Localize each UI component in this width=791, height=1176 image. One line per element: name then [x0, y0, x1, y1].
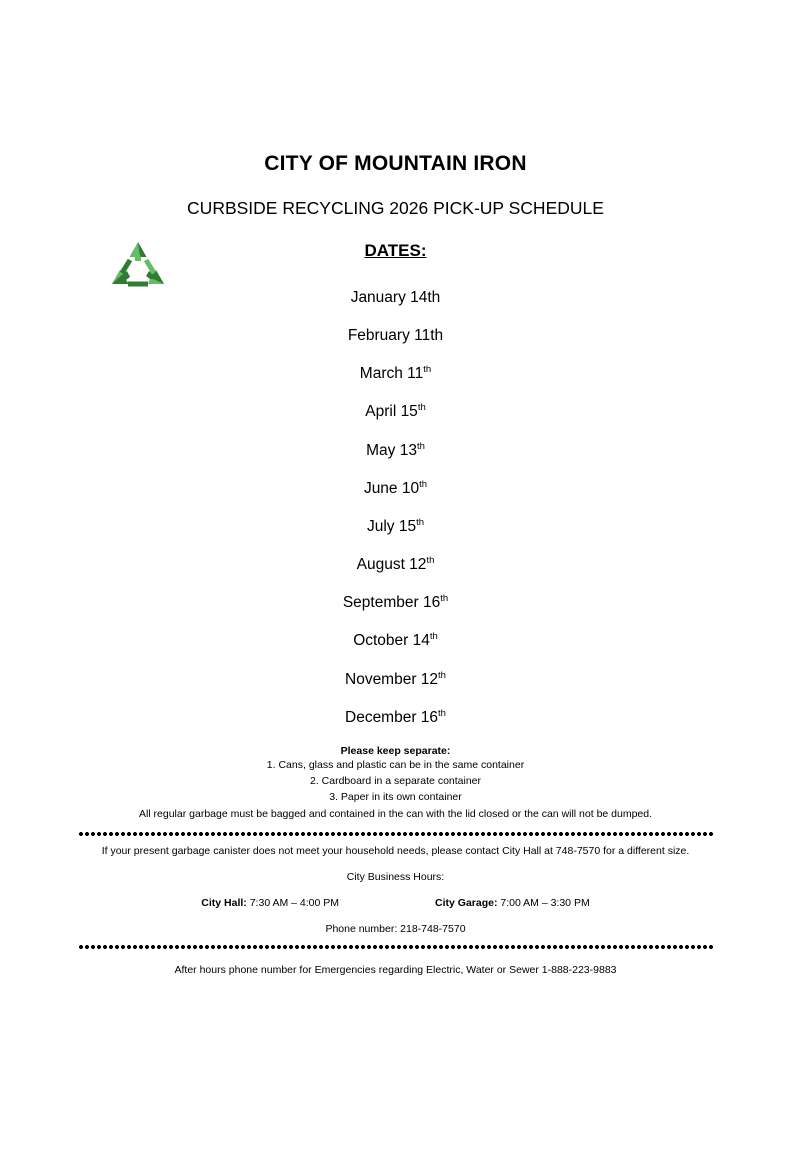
business-hours-row	[78, 897, 713, 909]
page-subtitle: CURBSIDE RECYCLING 2026 PICK-UP SCHEDULE	[187, 198, 604, 218]
date-text: March 11	[359, 365, 424, 383]
date-text: July 15	[366, 518, 417, 536]
date-suffix: th	[416, 440, 425, 452]
date-suffix: th	[426, 555, 435, 567]
date-suffix: th	[417, 402, 426, 414]
city-garage-label: City Garage:	[435, 896, 498, 909]
date-suffix: th	[423, 364, 432, 376]
after-hours-note: After hours phone number for Emergencies regarding Electric, Water or Sewer 1-888-223-9883	[174, 963, 617, 976]
document-page	[0, 152, 791, 1176]
date-item	[78, 391, 713, 429]
instruction-rule: 2. Cardboard in a separate container	[309, 774, 482, 787]
date-text: February 11th	[347, 327, 444, 345]
instruction-rule: 1. Cans, glass and plastic can be in the same container	[266, 758, 525, 771]
date-suffix: th	[440, 593, 449, 605]
date-text: December 16	[345, 708, 439, 726]
dates-heading: DATES:	[364, 241, 427, 260]
date-item	[78, 659, 713, 697]
date-item	[78, 506, 713, 544]
date-text: August 12	[356, 556, 427, 574]
city-hall-hours	[201, 897, 339, 909]
date-item	[78, 544, 713, 582]
date-suffix: th	[416, 516, 425, 528]
dotted-divider-top	[78, 831, 713, 837]
city-garage-hours	[435, 897, 590, 909]
date-text: April 15	[365, 403, 418, 421]
date-item	[78, 353, 713, 391]
date-item	[78, 315, 713, 353]
city-hall-label: City Hall:	[201, 896, 247, 909]
date-item	[78, 277, 713, 315]
garbage-note: All regular garbage must be bagged and contained in the can with the lid closed or the can will not be dumped.	[138, 807, 653, 820]
date-text: November 12	[345, 670, 439, 688]
business-hours-title: City Business Hours:	[346, 870, 445, 883]
date-item	[78, 468, 713, 506]
page-title: CITY OF MOUNTAIN IRON	[264, 152, 527, 175]
date-text: June 10	[363, 479, 420, 497]
date-suffix: th	[438, 669, 446, 681]
instruction-rule: 3. Paper in its own container	[329, 790, 462, 803]
date-suffix: th	[438, 707, 446, 719]
canister-note: If your present garbage canister does not meet your household needs, please contact City Hall at 748-7570 for a different size.	[101, 844, 690, 857]
date-text: September 16	[342, 594, 441, 612]
city-hall-value: 7:30 AM – 4:00 PM	[249, 896, 340, 909]
keep-separate-heading: Please keep separate:	[340, 744, 451, 757]
dates-list	[78, 277, 713, 735]
city-garage-value: 7:00 AM – 3:30 PM	[500, 896, 590, 909]
dotted-divider-bottom	[78, 944, 713, 950]
date-item	[78, 620, 713, 658]
date-suffix: th	[429, 631, 438, 643]
date-text: January 14th	[350, 289, 441, 307]
date-text: October 14	[353, 632, 430, 650]
date-item	[78, 697, 713, 735]
recycle-icon	[108, 240, 168, 292]
date-item	[78, 430, 713, 468]
date-item	[78, 582, 713, 620]
date-suffix: th	[419, 478, 428, 490]
date-text: May 13	[366, 441, 417, 459]
phone-number: Phone number: 218-748-7570	[325, 922, 466, 935]
